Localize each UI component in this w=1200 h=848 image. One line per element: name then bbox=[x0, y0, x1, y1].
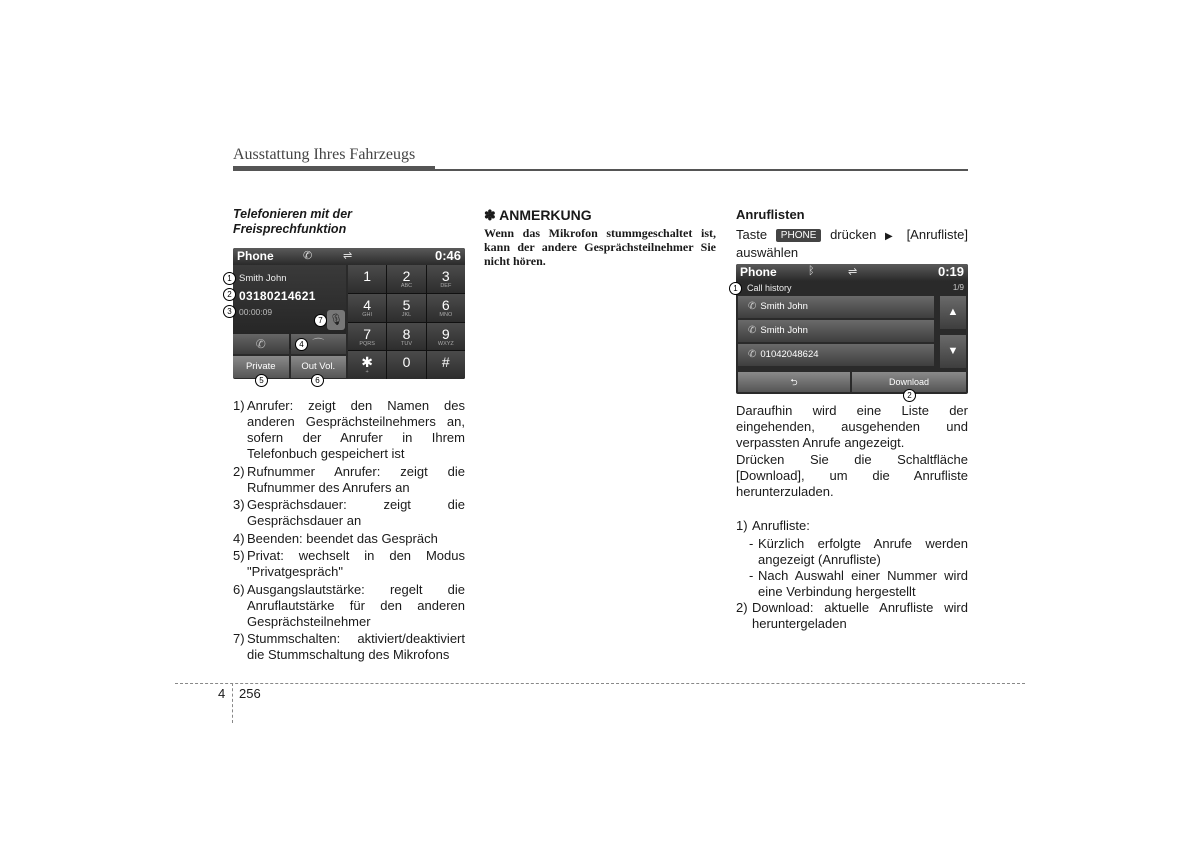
list-item: 1) Anrufer: zeigt den Namen des anderen Gesprächsteilnehmers an, sofern der Anrufer in Ihrem Telefonbuch gespeichert ist bbox=[233, 398, 465, 461]
handset-icon: ✆ bbox=[748, 301, 757, 312]
callout-3: 3 bbox=[223, 305, 236, 318]
list-item: 3) Gesprächsdauer: zeigt die Gesprächsdauer an bbox=[233, 497, 465, 528]
section-heading-call-lists: Anruflisten bbox=[736, 207, 805, 222]
call-history-row[interactable]: ✆ 01042048624 bbox=[738, 344, 934, 366]
list-item: 5) Privat: wechselt in den Modus "Privatgespräch" bbox=[233, 548, 465, 579]
call-history-row[interactable]: ✆ Smith John bbox=[738, 296, 934, 318]
arrow-down-icon[interactable]: ▼ bbox=[940, 335, 966, 368]
list-item: 2) Download: aktuelle Anrufliste wird heruntergeladen bbox=[736, 599, 968, 631]
caller-number: 03180214621 bbox=[239, 289, 316, 303]
bottom-buttons bbox=[738, 372, 966, 392]
intro-paragraph: Taste PHONE drücken ▶ [Anrufliste] auswählen bbox=[736, 227, 968, 260]
keypad-key[interactable]: # bbox=[427, 351, 465, 379]
out-vol-button[interactable]: Out Vol. bbox=[291, 356, 347, 378]
section-heading-handsfree: Telefonieren mit der Freisprechfunktion bbox=[233, 207, 353, 236]
footer-divider bbox=[232, 683, 233, 723]
list-item: 7) Stummschalten: aktiviert/deaktiviert die Stummschaltung des Mikrofons bbox=[233, 631, 465, 662]
bottom-buttons bbox=[233, 356, 346, 378]
keypad-key[interactable]: ✱ + bbox=[348, 351, 386, 379]
handset-icon: ✆ bbox=[748, 349, 757, 360]
caller-name: Smith John bbox=[239, 273, 287, 284]
callout-2: 2 bbox=[223, 288, 236, 301]
keypad-key[interactable]: 4 GHI bbox=[348, 294, 386, 322]
handset-icon: ✆ bbox=[748, 325, 757, 336]
keypad-key[interactable]: 2 ABC bbox=[387, 265, 425, 293]
clock: 0:19 bbox=[937, 264, 964, 279]
status-bar bbox=[233, 248, 465, 265]
call-history-row[interactable]: ✆ Smith John bbox=[738, 320, 934, 342]
keypad-key[interactable]: 9 WXYZ bbox=[427, 323, 465, 351]
status-bar bbox=[736, 264, 968, 281]
legend-list-history bbox=[736, 518, 968, 633]
keypad-key[interactable]: 5 JKL bbox=[387, 294, 425, 322]
arrow-up-icon[interactable]: ▲ bbox=[940, 296, 966, 329]
scroll-buttons bbox=[940, 296, 966, 374]
legend-list-call bbox=[233, 398, 465, 665]
header-bar bbox=[233, 166, 435, 170]
callout-2: 2 bbox=[903, 389, 916, 402]
list-item: 4) Beenden: beendet das Gespräch bbox=[233, 530, 438, 546]
keypad-key[interactable]: 0 bbox=[387, 351, 425, 379]
screen-title: Phone bbox=[740, 265, 777, 279]
callout-1: 1 bbox=[729, 282, 742, 295]
bluetooth-icon: ᛒ bbox=[808, 265, 815, 277]
note-text: Wenn das Mikrofon stummgeschaltet ist, kann der andere Gesprächsteilnehmer Sie nicht hören. bbox=[484, 226, 716, 268]
list-subitem: - Kürzlich erfolgte Anrufe werden angezeigt (Anrufliste) bbox=[749, 535, 968, 567]
list-subitem: - Nach Auswahl einer Nummer wird eine Verbindung hergestellt bbox=[749, 567, 968, 599]
paragraph-download: Drücken Sie die Schaltfläche [Download], um die Anrufliste herunterzuladen. bbox=[736, 452, 968, 499]
download-button[interactable]: Download bbox=[852, 372, 966, 392]
end-call-button[interactable]: ⌒ bbox=[291, 334, 347, 354]
chapter-number: 4 bbox=[218, 686, 226, 701]
dial-keypad bbox=[348, 265, 465, 379]
keypad-key[interactable]: 8 TUV bbox=[387, 323, 425, 351]
callout-1: 1 bbox=[223, 272, 236, 285]
paragraph-list-shown: Daraufhin wird eine Liste der eingehenden, ausgehenden und verpassten Anrufe angezeigt. bbox=[736, 403, 968, 450]
screen-title: Phone bbox=[237, 249, 274, 263]
callout-7: 7 bbox=[314, 314, 327, 327]
note-heading: ✽ ANMERKUNG bbox=[484, 207, 592, 223]
back-button[interactable]: ⮌ bbox=[738, 372, 850, 392]
phone-call-screen bbox=[233, 248, 465, 379]
running-header: Ausstattung Ihres Fahrzeugs bbox=[233, 146, 416, 163]
footer-rule bbox=[175, 683, 1025, 684]
accept-call-button[interactable]: ✆ bbox=[233, 334, 289, 354]
page-indicator: 1/9 bbox=[952, 283, 964, 292]
callout-4: 4 bbox=[295, 338, 308, 351]
list-item: 1) Anrufliste: bbox=[736, 518, 810, 533]
call-history-list bbox=[738, 296, 934, 368]
keypad-key[interactable]: 6 MNO bbox=[427, 294, 465, 322]
clock: 0:46 bbox=[434, 248, 461, 263]
arrow-right-icon: ▶ bbox=[885, 231, 898, 242]
list-item: 6) Ausgangslautstärke: regelt die Anruflautstärke für den anderen Gesprächsteilnehmer bbox=[233, 581, 465, 629]
callout-5: 5 bbox=[255, 374, 268, 387]
microphone-icon[interactable]: 🎙 bbox=[327, 310, 345, 330]
private-button[interactable]: Private bbox=[233, 356, 289, 378]
call-history-screen bbox=[736, 264, 968, 394]
keypad-key[interactable]: 3 DEF bbox=[427, 265, 465, 293]
list-item: 2) Rufnummer Anrufer: zeigt die Rufnummer des Anrufers an bbox=[233, 463, 465, 495]
list-title: Call history bbox=[747, 283, 792, 293]
callout-6: 6 bbox=[311, 374, 324, 387]
usb-icon: ⇌ bbox=[848, 266, 858, 278]
page-number: 256 bbox=[239, 686, 261, 701]
keypad-key[interactable]: 1 bbox=[348, 265, 386, 293]
keypad-key[interactable]: 7 PQRS bbox=[348, 323, 386, 351]
call-buttons bbox=[233, 334, 346, 354]
call-duration: 00:00:09 bbox=[239, 307, 273, 317]
phone-key-badge: PHONE bbox=[776, 229, 822, 242]
handset-icon: ✆ bbox=[303, 250, 313, 262]
usb-icon: ⇌ bbox=[343, 250, 353, 262]
